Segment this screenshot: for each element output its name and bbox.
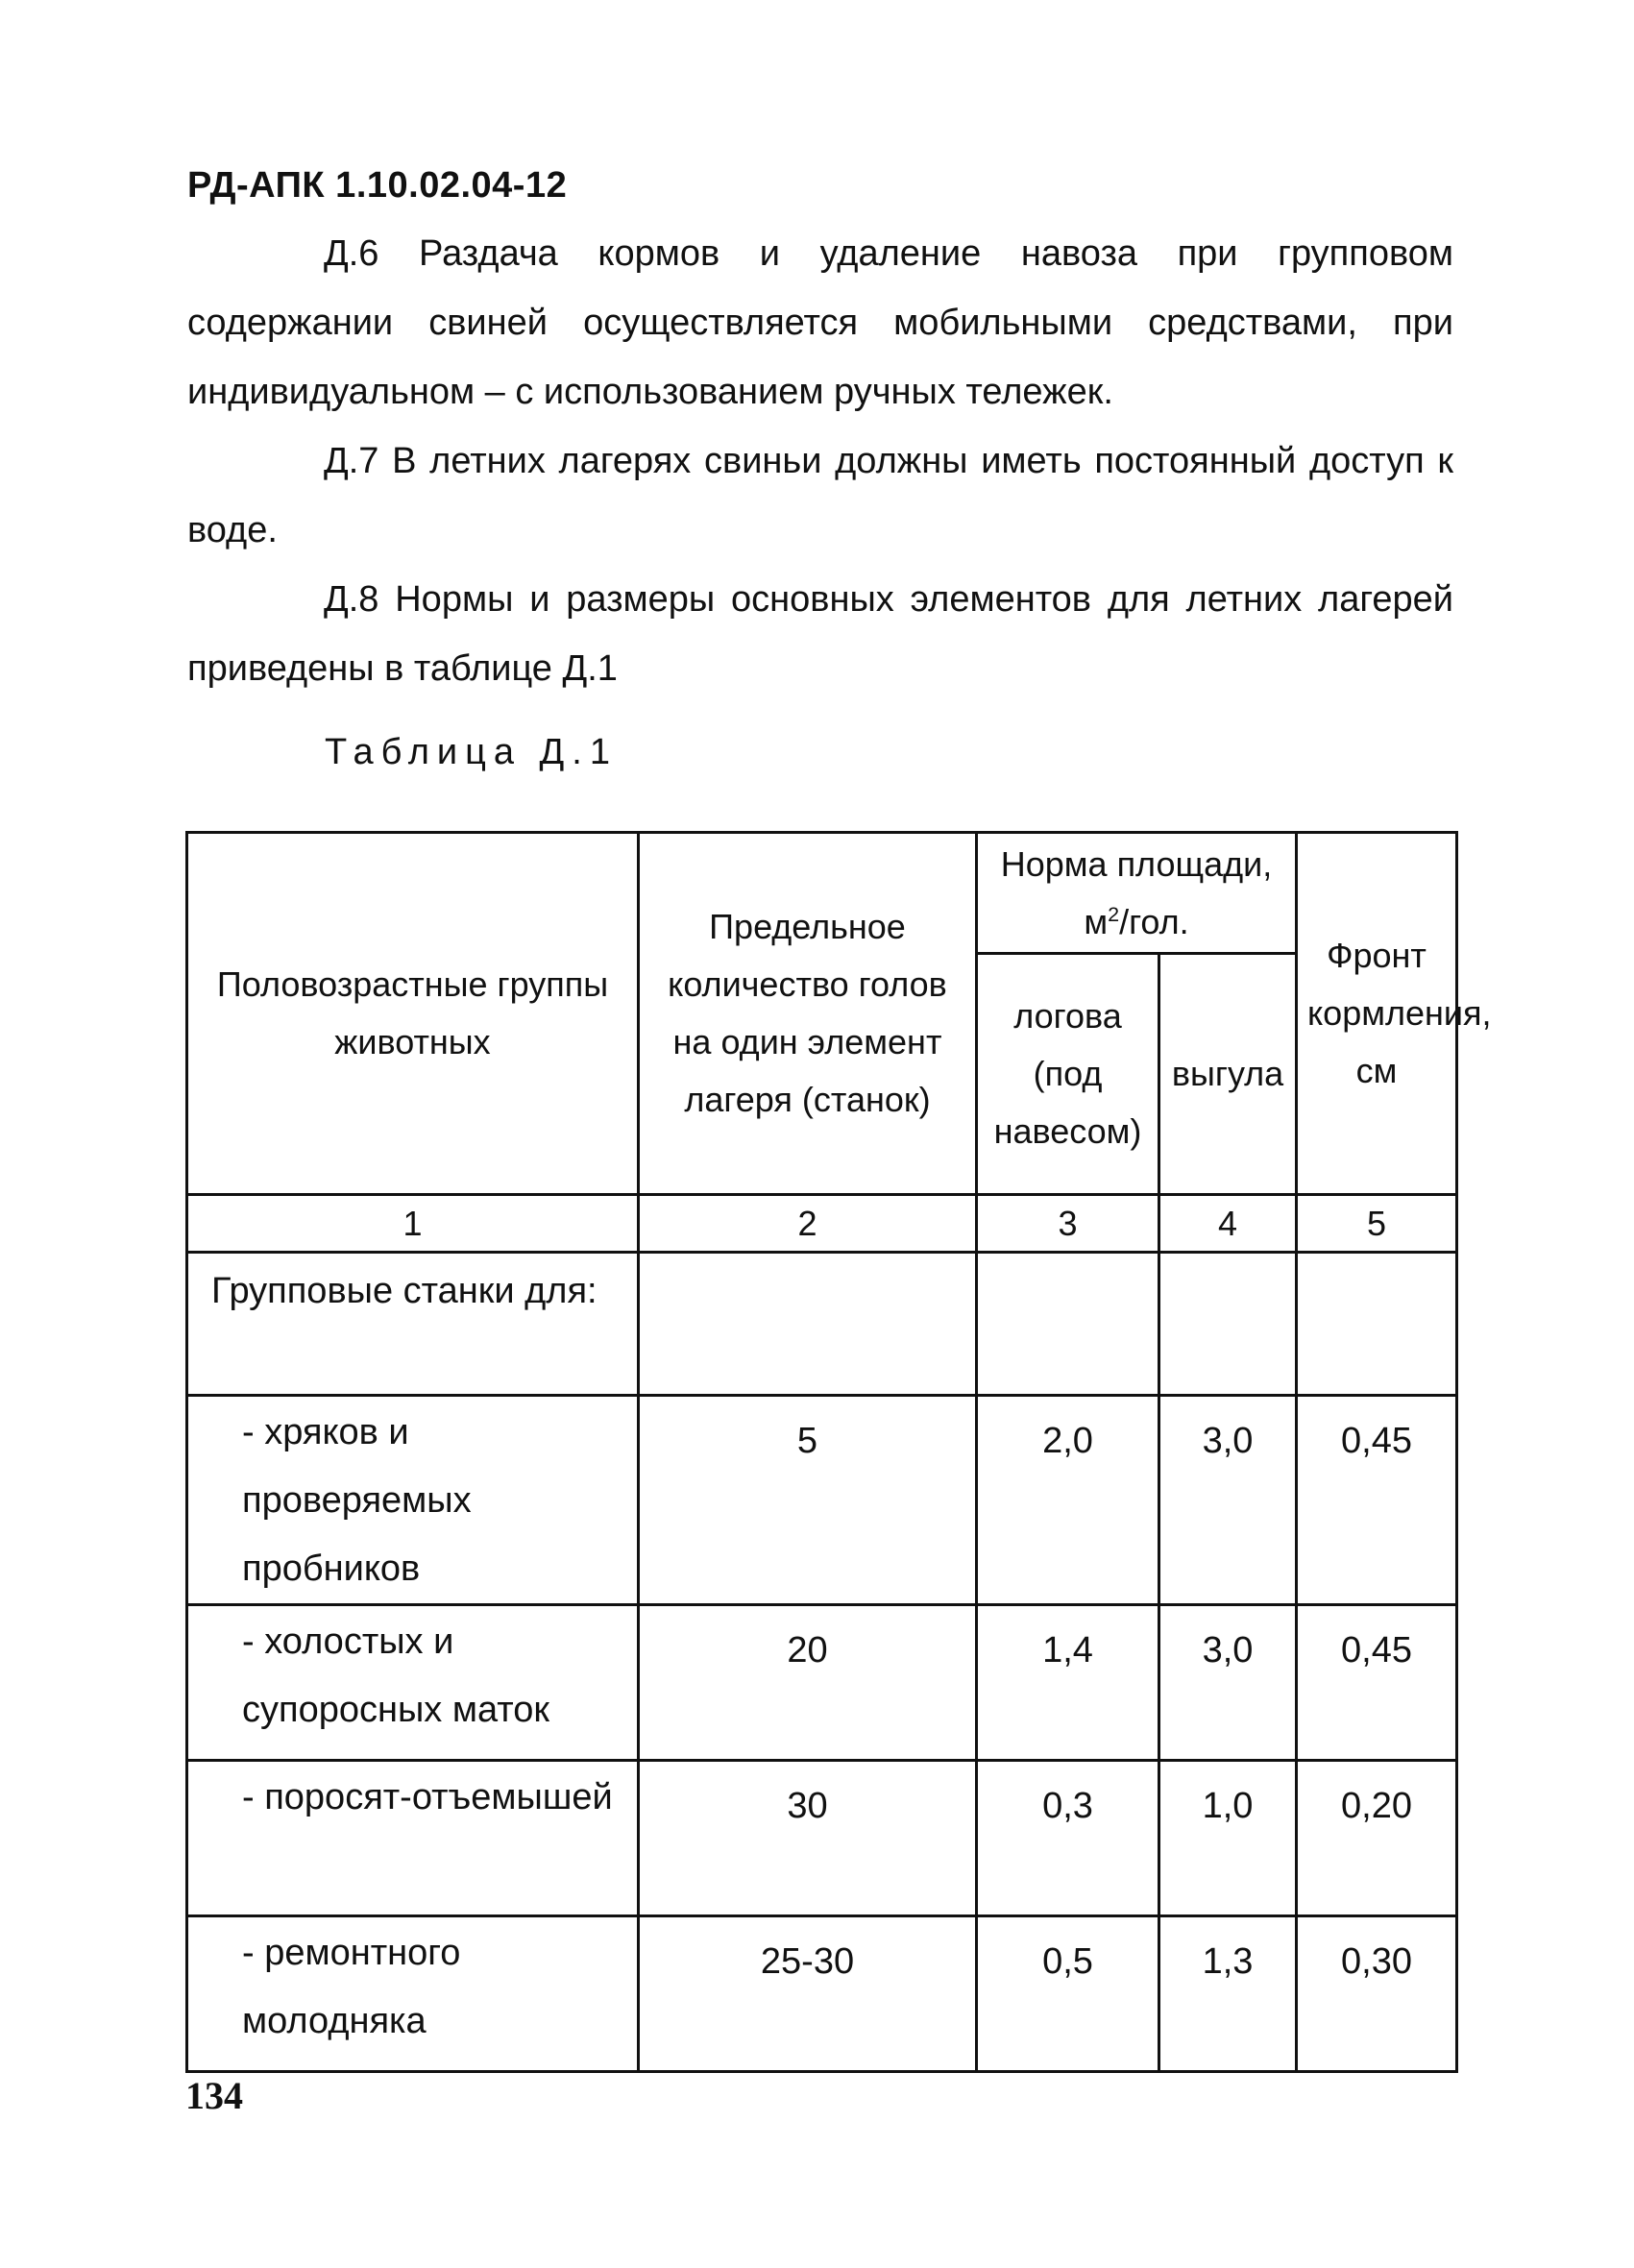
header-area-norm bbox=[977, 833, 1297, 954]
header-area-norm-text: Норма площади, м bbox=[1000, 843, 1273, 941]
column-number: 4 bbox=[1159, 1195, 1297, 1253]
header-walk: выгула bbox=[1159, 954, 1297, 1195]
table-row bbox=[187, 1761, 1457, 1916]
row-head-count: 5 bbox=[639, 1396, 977, 1605]
header-animal-groups: Половозрастные группы животных bbox=[187, 833, 639, 1195]
header-area-norm-sup: 2 bbox=[1108, 901, 1120, 926]
column-number: 2 bbox=[639, 1195, 977, 1253]
column-number: 1 bbox=[187, 1195, 639, 1253]
table-row bbox=[187, 1396, 1457, 1605]
row-animal-group: - поросят-отъемышей bbox=[187, 1761, 639, 1916]
page-number: 134 bbox=[185, 2074, 243, 2117]
header-lair: логова (под навесом) bbox=[977, 954, 1159, 1195]
row-head-count: 20 bbox=[639, 1605, 977, 1761]
row-head-count: 30 bbox=[639, 1761, 977, 1916]
group-label: Групповые станки для: bbox=[187, 1253, 639, 1396]
table-row bbox=[187, 1916, 1457, 2072]
row-animal-group: - хряков и проверяемых пробников bbox=[187, 1396, 639, 1605]
table-row bbox=[187, 1605, 1457, 1761]
row-animal-group: - ремонтного молодняка bbox=[187, 1916, 639, 2072]
empty-cell bbox=[977, 1253, 1159, 1396]
header-area-norm-unit: /гол. bbox=[1119, 901, 1189, 941]
row-feeding-front: 0,45 bbox=[1297, 1605, 1457, 1761]
empty-cell bbox=[1297, 1253, 1457, 1396]
row-lair-area: 2,0 bbox=[977, 1396, 1159, 1605]
row-walk-area: 1,0 bbox=[1159, 1761, 1297, 1916]
paragraph-d6: Д.6 Раздача кормов и удаление навоза при групповом содержании свиней осуществляется мобильными средствами, при индивидуальном – с использованием ручных тележек. bbox=[187, 233, 1453, 412]
empty-cell bbox=[1159, 1253, 1297, 1396]
row-head-count: 25-30 bbox=[639, 1916, 977, 2072]
document-code-header: РД-АПК 1.10.02.04-12 bbox=[187, 165, 568, 206]
row-animal-group: - холостых и супоросных маток bbox=[187, 1605, 639, 1761]
row-feeding-front: 0,20 bbox=[1297, 1761, 1457, 1916]
empty-cell bbox=[639, 1253, 977, 1396]
row-lair-area: 1,4 bbox=[977, 1605, 1159, 1761]
row-feeding-front: 0,30 bbox=[1297, 1916, 1457, 2072]
column-numbers-row bbox=[187, 1195, 1457, 1253]
column-number: 5 bbox=[1297, 1195, 1457, 1253]
row-walk-area: 3,0 bbox=[1159, 1396, 1297, 1605]
row-walk-area: 1,3 bbox=[1159, 1916, 1297, 2072]
column-number: 3 bbox=[977, 1195, 1159, 1253]
paragraph-d8: Д.8 Нормы и размеры основных элементов для летних лагерей приведены в таблице Д.1 bbox=[187, 579, 1453, 689]
norms-table bbox=[185, 831, 1492, 2073]
group-label-row bbox=[187, 1253, 1457, 1396]
row-lair-area: 0,5 bbox=[977, 1916, 1159, 2072]
paragraph-d7: Д.7 В летних лагерях свиньи должны иметь постоянный доступ к воде. bbox=[187, 441, 1453, 550]
row-walk-area: 3,0 bbox=[1159, 1605, 1297, 1761]
row-feeding-front: 0,45 bbox=[1297, 1396, 1457, 1605]
row-lair-area: 0,3 bbox=[977, 1761, 1159, 1916]
header-head-count: Предельное количество голов на один элемент лагеря (станок) bbox=[639, 833, 977, 1195]
header-feeding-front: Фронт кормления, см bbox=[1297, 833, 1457, 1195]
table-caption: Таблица Д.1 bbox=[325, 732, 618, 772]
